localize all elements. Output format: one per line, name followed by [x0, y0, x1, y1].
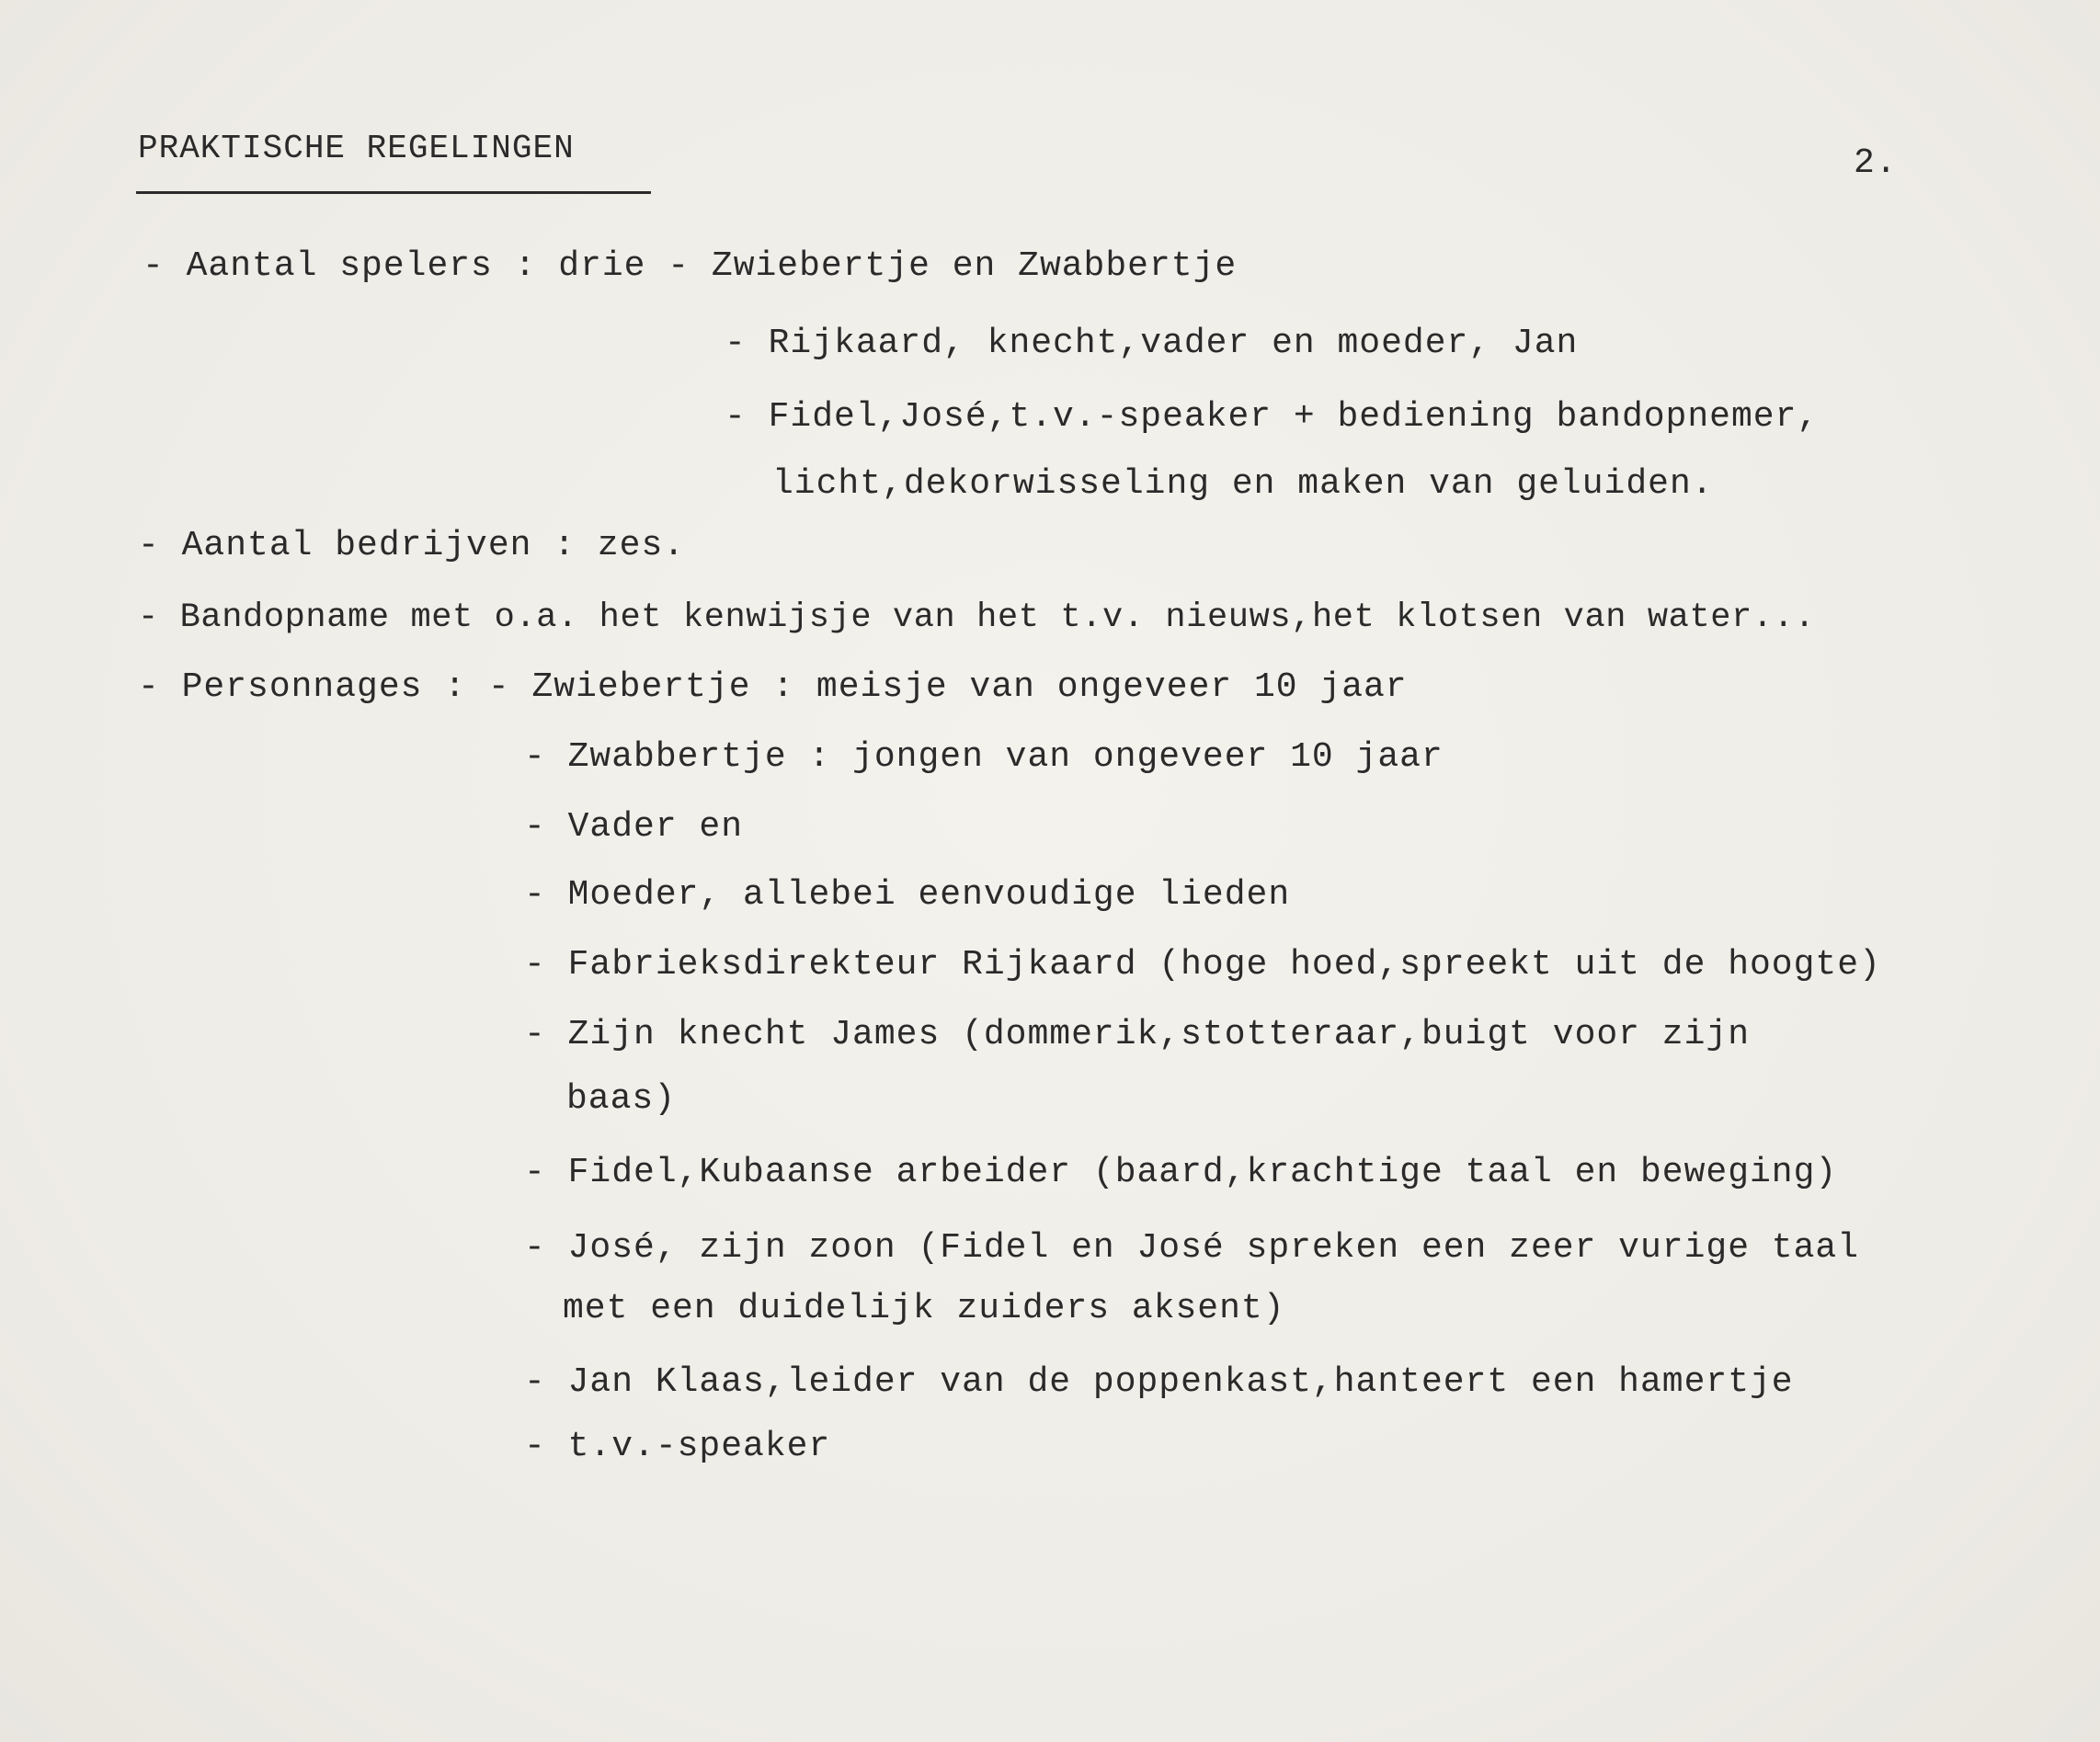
line-aantal-spelers: - Aantal spelers : drie - Zwiebertje en Zwabbertje: [143, 246, 1238, 286]
line-moeder: - Moeder, allebei eenvoudige lieden: [524, 875, 1291, 915]
line-bandopname: - Bandopname met o.a. het kenwijsje van het t.v. nieuws,het klotsen van water...: [138, 598, 1816, 637]
line-james: - Zijn knecht James (dommerik,stotteraar,buigt voor zijn: [524, 1015, 1751, 1054]
line-personnages: - Personnages : - Zwiebertje : meisje van ongeveer 10 jaar: [138, 667, 1408, 707]
line-aksent: met een duidelijk zuiders aksent): [563, 1289, 1285, 1328]
page-number: 2.: [1854, 143, 1898, 183]
line-tv-speaker: - t.v.-speaker: [524, 1427, 831, 1466]
line-jan-klaas: - Jan Klaas,leider van de poppenkast,hanteert een hamertje: [524, 1362, 1794, 1402]
line-rijkaard-personage: - Fabrieksdirekteur Rijkaard (hoge hoed,spreekt uit de hoogte): [524, 945, 1881, 985]
line-licht: licht,dekorwisseling en maken van geluiden.: [772, 464, 1714, 504]
line-baas: baas): [566, 1079, 677, 1119]
line-aantal-bedrijven: - Aantal bedrijven : zes.: [138, 526, 686, 565]
page-title: PRAKTISCHE REGELINGEN: [138, 130, 575, 167]
line-jose-personage: - José, zijn zoon (Fidel en José spreken een zeer vurige taal: [524, 1228, 1860, 1268]
line-fidel-personage: - Fidel,Kubaanse arbeider (baard,krachtige taal en beweging): [524, 1153, 1838, 1192]
line-vader: - Vader en: [524, 807, 744, 847]
line-zwabbertje: - Zwabbertje : jongen van ongeveer 10 jaar: [524, 737, 1444, 777]
line-rijkaard: - Rijkaard, knecht,vader en moeder, Jan: [725, 324, 1579, 363]
line-fidel-jose: - Fidel,José,t.v.-speaker + bediening bandopnemer,: [725, 397, 1820, 437]
title-underline: [136, 191, 651, 194]
